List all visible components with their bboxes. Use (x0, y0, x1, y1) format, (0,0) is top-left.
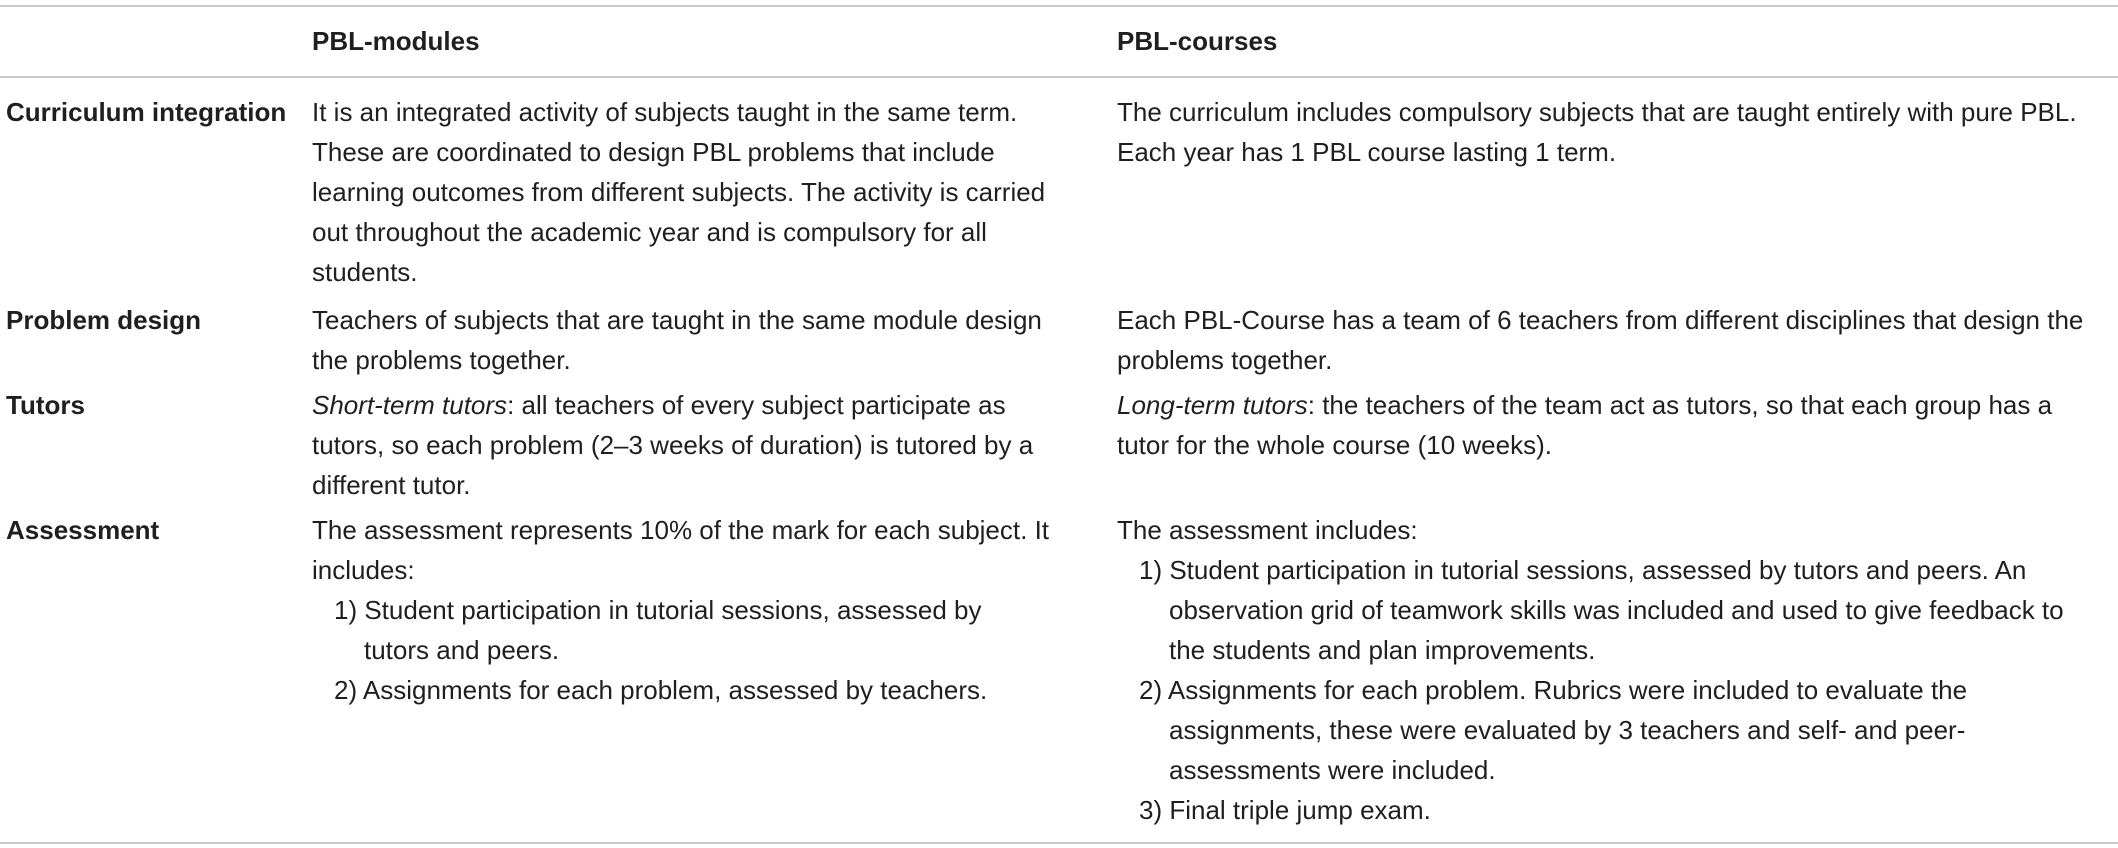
assessment-modules-list (312, 590, 1052, 710)
row-label-problem-design: Problem design (6, 305, 202, 335)
list-item: 1) Student participation in tutorial sessions, assessed by tutors and peers. An observation grid of teamwork skills was included and used to give feedback to the students and plan improvements. (1139, 555, 2064, 665)
tutors-courses-text: : the teachers of the team act as tutors, so that each group has a tutor for the whole course (10 weeks). (1117, 390, 2053, 460)
list-item: 1) Student participation in tutorial sessions, assessed by tutors and peers. (334, 595, 982, 665)
row-label-assessment: Assessment (6, 515, 160, 545)
cell-assessment-courses (1117, 510, 2092, 830)
list-item: 2) Assignments for each problem, assessed by teachers. (334, 675, 988, 705)
cell-tutors-modules (312, 385, 1052, 505)
cell-curriculum-courses: The curriculum includes compulsory subjects that are taught entirely with pure PBL. Each year has 1 PBL course lasting 1 term. (1117, 97, 2077, 167)
header-rule (0, 76, 2118, 78)
assessment-modules-intro: The assessment represents 10% of the mark for each subject. It includes: (312, 515, 1050, 585)
cell-curriculum-modules: It is an integrated activity of subjects taught in the same term. These are coordinated to design PBL problems that include learning outcomes from different subjects. The activity is carried out throughout the academic year and is compulsory for all students. (312, 97, 1046, 287)
term-short-term-tutors: Short-term tutors (312, 390, 508, 420)
assessment-courses-intro: The assessment includes: (1117, 515, 1418, 545)
list-item: 3) Final triple jump exam. (1139, 795, 1431, 825)
cell-problem-design-courses: Each PBL-Course has a team of 6 teachers from different disciplines that design the problems together. (1117, 305, 2084, 375)
list-item: 2) Assignments for each problem. Rubrics were included to evaluate the assignments, these were evaluated by 3 teachers and self- and peer-assessments were included. (1139, 675, 1968, 785)
row-label-tutors: Tutors (6, 390, 85, 420)
cell-problem-design-modules: Teachers of subjects that are taught in the same module design the problems together. (312, 305, 1042, 375)
assessment-courses-list (1117, 550, 2092, 830)
cell-tutors-courses (1117, 385, 2097, 465)
row-label-curriculum-integration: Curriculum integration (6, 97, 287, 127)
cell-assessment-modules (312, 510, 1052, 710)
header-pbl-modules: PBL-modules (312, 26, 480, 56)
tutors-modules-text: : all teachers of every subject participate as tutors, so each problem (2–3 weeks of duration) is tutored by a different tutor. (312, 390, 1034, 500)
table-bottom-rule (0, 842, 2118, 844)
term-long-term-tutors: Long-term tutors (1117, 390, 1308, 420)
header-pbl-courses: PBL-courses (1117, 26, 1278, 56)
table-top-rule (0, 5, 2118, 7)
